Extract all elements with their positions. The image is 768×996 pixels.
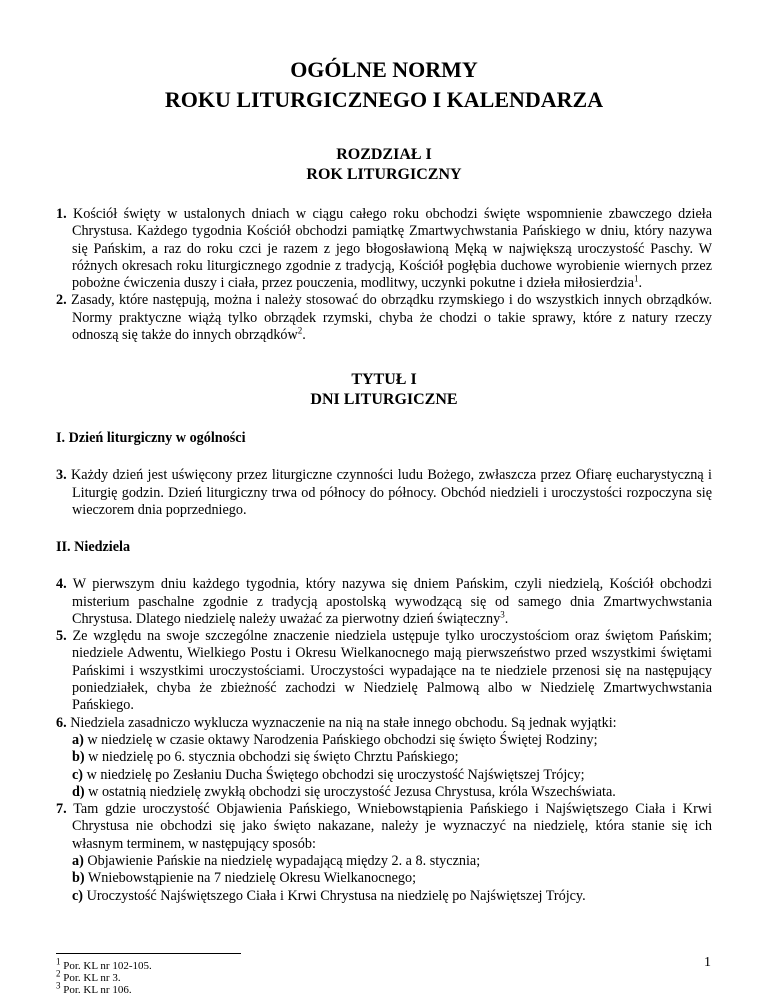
footnote-ref: 1: [634, 273, 639, 284]
footnote-divider: [56, 953, 241, 954]
list-item: a) w niedzielę w czasie oktawy Narodzenia Pańskiego obchodzi się święto Świętej Rodziny;: [72, 731, 598, 748]
paragraph-number: 2.: [56, 292, 67, 309]
paragraph-number: 7.: [56, 801, 67, 818]
list-item: c) Uroczystość Najświętszego Ciała i Krwi Chrystusa na niedzielę po Najświętszej Trójcy.: [72, 887, 586, 904]
section-heading-1: I. Dzień liturgiczny w ogólności: [56, 430, 246, 447]
paragraph-7: 7. Tam gdzie uroczystość Objawienia Pańskiego, Wniebowstąpienia Pańskiego i Najświętszego Ciała i Krwi Chrystusa nie obchodzi się jako święto nakazane, należy je wyznaczyć na niedzielę, która stanie się ich własnym terminem, w następujący sposób:: [56, 801, 712, 852]
chapter-label: ROZDZIAŁ I: [336, 146, 432, 163]
title-section-heading: DNI LITURGICZNE: [310, 391, 458, 409]
paragraph-5: 5. Ze względu na swoje szczególne znaczenie niedziela ustępuje tylko uroczystościom oraz świętom Pańskim; niedziele Adwentu, Wielkiego Postu i Okresu Wielkanocnego mają pierwszeństwo przed wszystkimi świętami Pańskimi i wszystkimi uroczystościami. Uroczystości wypadające na te niedziele przenosi się na następujący poniedziałek, chyba że zbieżność zachodzi w Niedzielę Palmową albo w Niedzielę Zmartwychwstania Pańskiego.: [56, 628, 712, 714]
footnote-ref: 2: [297, 325, 303, 336]
paragraph-4: 4. W pierwszym dniu każdego tygodnia, który nazywa się dniem Pańskim, czyli niedzielą, Kościół obchodzi misterium paschalne zgodnie z tradycją apostolską wywodzącą się od samego dnia Zmartwychwstania Chrystusa. Dlatego niedzielę należy uważać za pierwotny dzień świąteczny$^3$.: [56, 576, 712, 627]
list-item: b) Wniebowstąpienie na 7 niedzielę Okresu Wielkanocnego;: [72, 870, 417, 887]
footnote-ref: 3: [500, 609, 505, 620]
paragraph-number: 6.: [56, 714, 67, 731]
paragraph-number: 4.: [56, 576, 67, 593]
paragraph-number: 5.: [56, 628, 67, 645]
list-item: b) w niedzielę po 6. stycznia obchodzi się święto Chrztu Pańskiego;: [72, 749, 459, 766]
footnote-2: $^2$ Por. KL nr 3.: [56, 968, 121, 984]
paragraph-3: 3. Każdy dzień jest uświęcony przez liturgiczne czynności ludu Bożego, zwłaszcza przez Ofiarę eucharystyczną i Liturgię godzin. Dzień liturgiczny trwa od północy do północy. Obchód niedzieli i uroczystości rozpoczyna się wieczorem dnia poprzedniego.: [56, 467, 712, 518]
footnote-1: $^1$ Por. KL nr 102-105.: [56, 956, 152, 972]
list-item: c) w niedzielę po Zesłaniu Ducha Świętego obchodzi się uroczystość Najświętszej Trójcy;: [72, 766, 585, 783]
chapter-title: ROK LITURGICZNY: [306, 166, 462, 183]
footnote-3: $^3$ Por. KL nr 106.: [56, 980, 132, 996]
list-item: a) Objawienie Pańskie na niedzielę wypadającą między 2. a 8. stycznia;: [72, 853, 481, 870]
paragraph-2: 2. Zasady, które następują, można i należy stosować do obrządku rzymskiego i do wszystkich innych obrządków. Normy praktyczne wiążą tylko obrządek rzymski, chyba że chodzi o takie sprawy, które z natury rzeczy odnoszą się także do innych obrządków$^2$.: [56, 292, 712, 344]
document-title-line2: ROKU LITURGICZNEGO I KALENDARZA: [164, 87, 604, 112]
paragraph-1: 1. Kościół święty w ustalonych dniach w ciągu całego roku obchodzi święte wspomnienie zbawczego dzieła Chrystusa. Każdego tygodnia Kościół obchodzi pamiątkę Zmartwychwstania Pańskiego w dniu, który nazywa się Pańskim, a raz do roku czci je razem z jego błogosławioną Męką w największą uroczystość Paschy. W różnych okresach roku liturgicznego zgodnie z tradycją, Kościół pogłębia duchowe wyrobienie wiernych przez pobożne ćwiczenia duszy i ciała, przez pouczenia, modlitwy, uczynki pokutne i dzieła miłosierdzia$^1$.: [56, 206, 712, 292]
document-title-line1: OGÓLNE NORMY: [290, 57, 478, 82]
paragraph-number: 1.: [56, 206, 67, 222]
list-item: d) w ostatnią niedzielę zwykłą obchodzi się uroczystość Jezusa Chrystusa, króla Wszechświata.: [72, 783, 616, 800]
title-section-label: TYTUŁ I: [351, 371, 417, 389]
page-number: 1: [704, 955, 711, 970]
paragraph-6: 6. Niedziela zasadniczo wyklucza wyznaczenie na nią na stałe innego obchodu. Są jednak wyjątki:: [56, 714, 617, 731]
section-heading-2: II. Niedziela: [56, 539, 131, 556]
paragraph-number: 3.: [56, 467, 67, 484]
